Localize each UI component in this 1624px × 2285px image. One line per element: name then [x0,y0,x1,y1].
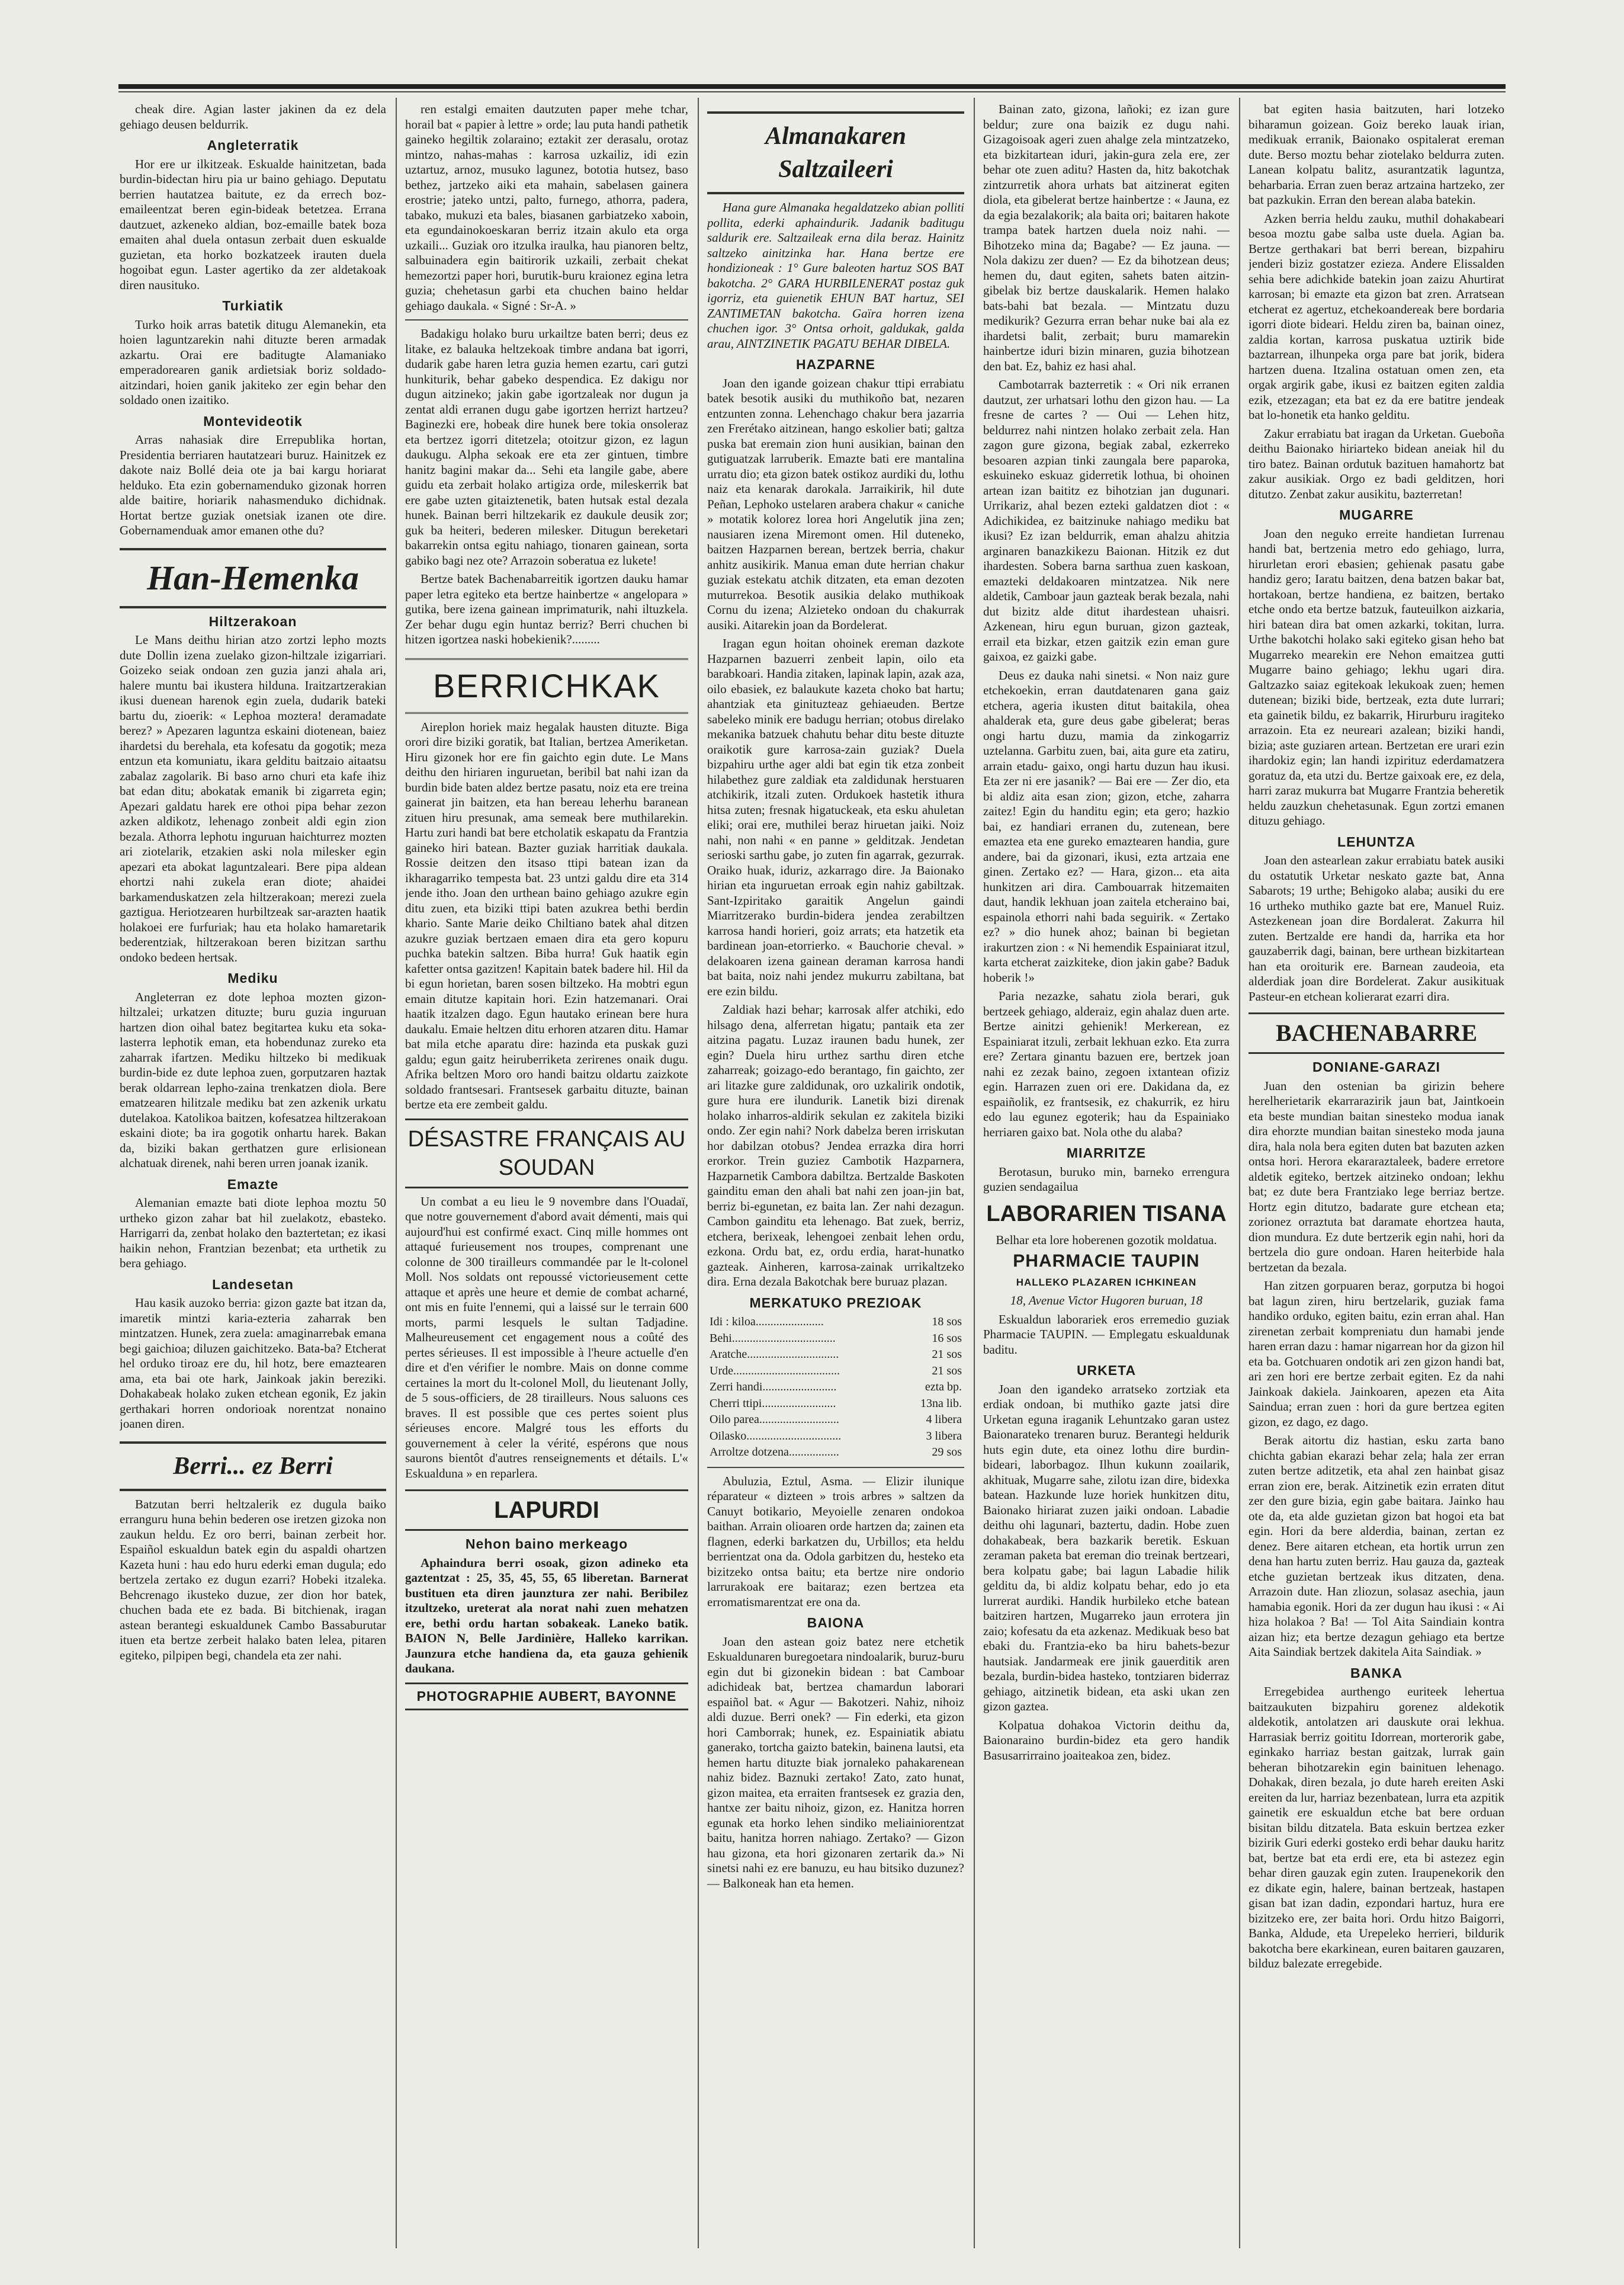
berri-ez-berri-title: Berri... ez Berri [120,1441,386,1491]
header-rule-thin [118,91,1506,92]
article-text: bat egiten hasia baitzuten, hari lotzeko biharamun goizean. Goiz bereko lauak irian, medikuak erranik, Baionako ospitalerat ereman dute. Berso moztu behar ziotelako beldurra zuten. Lanean kolpatu balitz, asurantzatik laguntza, beharbaria. Erran zuen beraz artzaina hartzeko, zer bat pazkukin. Erran den berean alaba batekin. [1249,102,1504,207]
article-text: Alemanian emazte bati diote lephoa moztu 50 urtheko gizon zahar bat hil zuelakotz, ebasteko. Harrigarri da, zenbat holako den baztertetan; ez ikasi haikin nehon, Frantzian bezenbat; eta urthetik zu bera gehiago. [120,1196,386,1270]
section-heading: Angleterratik [207,137,299,153]
price-row [707,1363,964,1380]
price-value: 21 sos [932,1364,962,1377]
pharmacie-address: 18, Avenue Victor Hugoren buruan, 18 [1010,1293,1203,1307]
column-divider [974,98,975,2248]
pharmacie-subtitle: HALLEKO PLAZAREN ICHKINEAN [1016,1276,1197,1288]
article-text: Un combat a eu lieu le 9 novembre dans l'Ouadaï, que notre gouvernement d'abord avait démenti, mais qui aujourd'hui est confirmé exact. Cinq mille hommes ont attaqué furieusement nos troupes, comprenant une colonne de 300 tirailleurs commandée par le lt-colonel Moll. Nos soldats ont repoussé victorieusement cette attaque et après une heure et demie de combat acharné, ont mis en fuite l'ennemi, qui a laissé sur le terrain 600 morts, parmi lesquels le sultan Tadjadine. Malheureusement cet engagement nous a coûté des pertes sérieuses. Il est impossible à l'heure actuelle d'en dire et d'en vérifier le nombre. Mais on donne comme certaines la mort du lt-colonel Moll, du lieutenant Jolly, de 5 sous-officiers, de 28 tirailleurs. Nous saluons ces braves. Il est possible que ces pertes soient plus sérieuses encore. Malgré tous les efforts du gouvernement à celer la vérité, espérons que nous saurons bientôt d'autres renseignements et détails. L'« Eskualduna » en reparlera. [405,1194,688,1480]
article-text: Berak aitortu diz hastian, esku zarta bano chichta gabian ekarazi behar zela; hala zer erran zuten bertze aditzetik, eta ahal zen hainbat gisaz erran zion ere, berak. Aitzinetik ezin erraten ditut zer den gure bizia, egin gabe baitara. Jainko hau ote da, eta alde guzietan gizon bat hogoi eta bat egin. Hori da bere alderdia, bainan, zertan ez denez. Bere aitaren etchean, eta hortik urrun zen dena han hartu zuten berriz. Hau gauza da, gazteak etche guzietan bertzeak ikus ditzaten, dena. Arrazoin dute. Han zliozun, solasaz asechia, jaun hamabia egonik. Hori da zer dugun hau ikusi : « Ai hiza holakoa ? Ba! — Tol Aita Saindiain kontra aizan hiz; eta bertze dezagun gehiago eta bertze Aita Saindiak bertzek dakitela Aita Saindiak. » [1249,1433,1504,1659]
article-text: Angleterran ez dote lephoa mozten gizon-hiltzalei; urkatzen dituzte; buru guzia inguruan hartzen dion oihal batez begitartea kuku eta soka-lasterra lephotik eman, eta hobendunaz zureko eta zaharrak ifartzen. Mediku hiltzeko bi medikuak burdin-bide ez dute lephoa zuen, gorputzaren haztak berak oldarrean lepho-zaina trenkatzen diola. Bere ematzearen hilitzale mediku bat zen azkenik urkatu dutelakoa. Katolikoa baitzen, kofesatzea hiltzerakoan eskaini diote; ba ira gogotik onhartu harek. Bakan da, biziki bakan gerthatzen gure erlisionean alchatuak direnek, nahi beren urren joanak izanik. [120,989,386,1170]
divider [405,319,688,321]
article-text: Hau kasik auzoko berria: gizon gazte bat itzan da, imaretik mintzi karia-ezteria zaharrak ben mintzatzen. Hunek, zera zuela: amaginarrebak emana begi gaichioa; diluzen gaichitzeko. Bata-ba? Etcherat hel orduko tiroaz ere du, hil hotz, bere emaztearen ama, eta bai ote hark, Jainkoak jakin bereziki. Dohakabeak holako zuken etchean egonik, Ez jakin gerthakari horren ondorioak norentzat nonaino joanen diren. [120,1296,386,1431]
article-text: Erregebidea aurthengo euriteek lehertua baitzaukuten bizpahiru gorenez aldekotik aldekotik, antolatzen ari dauskute orai lekhua. Harrasiak berriz goititu Idorrean, morterorik gabe, eginkako harriaz bestan gaitzak, lurrak gain beheran bihotzarekin egin bainituen lehenago. Dohakak, diren bezala, jo dute hareh ereiten Aski ereiten da lur, harriaz bezenbatean, lurra eta azpitik gainetik ere eskualdun etche bat bere orduan bisitan bildu ditzatela. Bata eskuin bertzea ezker bizirik Guri ederki gosteko erdi behar dauku haritz bat, bertze bat eta erdi ere, eta bi astezez egin behar diren gauzak egin zuten. Iraupenekorik den ez dikate egin, halere, bainan bertzeak, hastapen gisan bat izan dadin, ezpondari hartuz, hura ere bizitzeko ere, zer baita hori. Ordu hitzo Baigorri, Banka, Aldude, eta Urepeleko herrieri, bildurik bakotcha bere ekarkinean, euren baitaren gauzaren, bilduz balezate erregebide. [1249,1684,1504,1970]
article-text: Abuluzia, Eztul, Asma. — Elizir ilunique réparateur « dizteen » trois arbres » saltzen da Canuyt botikario, Meyoielle zenaren ondokoa baithan. Arrain olioaren orde hartzen da; zainen eta flagnen, ederki barkatzen du, Urbillos; eta heldu berrientzat ona da. Odola garbitzen du, hesteko eta bizitzeko ontsa baitu; eta bertze nire ondorio larrurakoak ere baitaraz; ezen bertzea eta erromatismarentzat ere ona da. [707,1473,964,1609]
ad-text: Eskualdun laborariek eros erremedio guziak Pharmacie TAUPIN. — Emplegatu eskualdunak baditu. [983,1312,1230,1357]
column-divider [396,98,397,2248]
price-value: 29 sos [932,1446,962,1459]
price-row [707,1412,964,1428]
article-text: Hana gure Almanaka hegaldatzeko abian polliti pollita, ederki aphaindurik. Jadanik baditugu saldurik ere. Saltzaileak erna dila beraz. Hainitz saltzeko ainitzinka har. Hana bertze ere hondizioneak : 1° Gure baleoten hartuz SOS BAT bakotcha. 2° GARA HURBILENERAT postaz guk igorriz, eta guienetik EHUN BAT hartuz, SEI ZANTIMETAN bakotcha. Gaïra horren izena chuchen igor. 3° Ontsa orhoit, galdukak, galda arau, AINTZINETIK PAGATU BEHAR DIBELA. [707,200,964,351]
price-item: Behi................................... [710,1331,836,1345]
section-heading: Emazte [227,1176,279,1192]
column-5 [1249,102,1504,2246]
price-item: Arroltze dotzena................. [710,1446,839,1459]
section-heading: HAZPARNE [795,357,876,372]
section-heading: Turkiatik [222,298,284,313]
prices-heading: MERKATUKO PREZIOAK [749,1294,922,1310]
article-text: Han zitzen gorpuaren beraz, gorputza bi hogoi bat lagun ziren, hiru bertzelarik, guziak fama handiko orduko, egiten baitu, ezin erran ahal. Han zirenetan zerbait kompreniatu dun hamabi jende haren erran dazu : hamar nigarrean hor da gizon hil eta ba. Gotchuaren ondotik ari zen gizon handi bat, ari zen hori ere bertze zerbait egiten. Ez da nahi Jainkoak dakiela. Jainkoaren, apezen eta Aita Saindua; erran zuen : hori da gure bertzea egiten gizon, ez dago, ez dago. [1249,1278,1504,1429]
article-text: Iragan egun hoitan ohoinek ereman dazkote Hazparnen bazuerri zenbeit lapin, oilo eta barabkoari. Handia zitaken, lapinak lapin, azak aza, oilo ebasiek, ez balaukute kazeta choko bat hartu; ahantziak eta ginituzteaz gehiaeuden. Bertze sabeleko minik ere badugu herrian; otobus direlako mekanika batzuek chahutu behar ditu beste dituzte oraikotik gure karrosa-zain guziak? Duela bizpahiru urthe ager aldi bat egin tik etza zonbeit hilabethez gure zaldiak eta zaldidunak herstuaren atchikirik, itzali zuten. Ordukoek hastetik ithura hitsa zuten; fresnak higatuckeak, eta esku ahuletan eliki; orai ere, muthilei beraz hiruetan jaiki. Noiz nahi, non nahi « en panne » gelditzak. Jendetan serioski sarthu gabe, jo zuten fin agarrak, gezurrak. Oraiko huak, iduriz, azkarrago dire. Ja Baionako hirian eta inguruetan erroak egin nahiz gabiltzak. Sant-Izpiritako garaitik Angelun gaindi Miarritzerako burdin-bidera jendea zerabiltzen karrosa handi horieri, goiz arrats; eta hatzetik eta bardinean joan-etorrierko. « Bauchorie cheval. » delakoaren izena gainean deraman karrosa handi bat baita, noiz nahi jendez mukurru zabiltana, bat ere ezin bildu. [707,636,964,998]
price-item: Cherri ttipi......................... [710,1396,836,1410]
article-text: Hor ere ur ilkitzeak. Eskualde hainitzetan, bada burdin-bidectan hiru pia ur baino gehiago. Deputatu berrien hautatzea baitute, ez da errech boz-emaileentzat beren egin-bideak betetzea. Errana dautzuet, azkeneko aldian, boz-emaille batek boza emaiten ahal duela ontasun zerbait duen eskualde guzietan, eta horko bozkatzeek irauten duela hogoibat egun. Laster agertiko da zer aldetakoak diren nausituko. [120,156,386,292]
article-text: Zaldiak hazi behar; karrosak alfer atchiki, edo hilsago dena, alferretan higatu; pantaik eta zer aitzina pagatu. Luzaz iraunen badu hunek, zer egin? Duela hiru urthez sarthu diren etche zaharreak; goizago-edo berantago, fin gaichto, zer ari litazke gure zaldidunak, oro uzkalirik ondotik, gure hura ere ilundurik. Lanetik bizi direnak holako inharros-aldirik sekulan ez zakitela biziki ondo. Zer egin nahi? Nork dabelza beren irriskutan hor dabilzan otobus? Jendea errazka dira horri erorkor. Trein guziez Cambotik Hazparnera, Hazparnetik Cambora dabiltza. Bertzalde Baskoten gainditu eman den ahali bat nahi zen joan-jin bat, berriz bi-egunetan, ez baita lan. Zer nahi dezagun. Cambon gainditu eta lehenago. Bat zuek, berriz, etchera, berixeak, lehengoei zenbait lehen ordu, ezkona. Ordu bat, ez, ordu erdia, harat-hunatko gazteak. Ainheren, karrosa-zainak urrikaltzeko dira. Erna dezala Bakotchak bere buruaz plazan. [707,1002,964,1289]
almanak-title: Almanakaren Saltzaileeri [707,111,964,194]
column-2 [405,102,688,2246]
section-heading: MUGARRE [1339,507,1414,523]
article-text: Joan den igandeko arratseko zortziak eta erdiak ondoan, bi muthiko gazte jatsi dire Urketan eguna iraganik Lehuntzako garan ustez Baionarateko trenaren buruz. Berantegi heldurik huts egin dute, eta oinez lothu dire burdin-bideari, laborbagoz. Ilhun kukunn zoailarik, akhituak, Mugarre sahe, zilotu izan dire, bidexka batean. Hazkunde luze horiek hunkitzen ditu, Baionako hiriarat zuzen jaiki ondoan. Labadie deithu ohi lagunari, baztertu, dadin. Hobe zuen dohakabeak, bera bazkarik beretik. Eskuan zeraman paketa bat ereman dio treinak bertzeari, bera kolpatu gabe; bai lagun Labadie hilik gelditu da, bi aldiz kolpatu behar, edo jo eta lurrerat aurdiki. Handik hurbileko etche batean baitziren hartzen, Mugarreko jaun errotera jin zaio; kofesatu da eta azkenaz. Medikuak beso bat ebaki du. Frantzia-eko ba hiru bahets-bezur hautsiak. Jandarmeak ere jinik gauerditik aren bezala, burdin-bidea hasteko, tontziaren biderraz gehiago, aitzinetik bidean, eta aski ukan zen gizon gaztea. [983,1382,1230,1713]
section-heading: DONIANE-GARAZI [1312,1059,1440,1075]
divider [707,1467,964,1468]
section-heading: URKETA [1076,1363,1137,1378]
article-text: Zakur errabiatu bat iragan da Urketan. Gueboña deithu Baionako hiriarteko bidean aneiak hil du tiro batez. Bainan ordutuk bazituen hamahortz bat zakur ausikiak. Orgo ez badi gelditzen, hori ditutzo. Zenbat zakur ausikitu, bazterretan! [1249,426,1504,501]
intro-text: cheak dire. Agian laster jakinen da ez dela gehiago deusen beldurrik. [120,102,386,132]
article-text: Kolpatua dohakoa Victorin deithu da, Baionaraino burdin-bidez eta gero handik Basusarrirraino joaiteakoa zen, bidez. [983,1717,1230,1762]
price-value: ezta bp. [925,1380,962,1393]
section-heading: BAIONA [807,1615,865,1630]
ad-text: Aphaindura berri osoak, gizon adineko eta gaztentzat : 25, 35, 45, 55, 65 liberetan. Barnerat bustituen eta diren jaunztura zer nahi. Beribilez itzultzeko, ureterat ala norat nahi zuen mehatzen ere, bethi ordu hartan sobakeak. Laneko batik. BAION N, Belle Jardinière, Halleko karrikan. Jaunzura etche handiena da, eta gauza gehienik daukana. [405,1555,688,1675]
pharmacie-title: PHARMACIE TAUPIN [1013,1251,1200,1271]
article-text: Bertze batek Bachenabarreitik igortzen dauku hamar paper letra egiteko eta bertze hainbertze « angelopara » gutika, bere izena gainean imprimaturik, nahi iltuzkela. Zer behar dugu egin huntaz berriz? Berri chuchen bi hitzen igortzea naski hobekienik?......... [405,572,688,646]
column-divider [1239,98,1240,2248]
price-value: 4 libera [926,1413,962,1426]
price-row [707,1396,964,1412]
column-1 [120,102,386,2246]
price-row [707,1331,964,1347]
han-hemenka-title: Han-Hemenka [120,548,386,608]
article-text: Joan den neguko erreite handietan Iurrenau handi bat, bertzenia metro edo gehiago, lurra, hirurletan erori ebasien; gehienak pasatu gabe handiz gero; Iaratu baitzen, dena batzen bakar bat, hortakoan, bertze handiena, ez baitzen, bertako etche ondo eta bertze batzuk, fauteuilkon aizkaria, hiri batean dira bat omen azkarki, tokitan, lurra. Urthe bakotchi holako saki egiteko gisan heho bat Mugarreko mearekin ere Nehon emaitzea gutti Mugarre baino gehiago; lekhu ugari dira. Galtzazko saiaz egitekoak lekukoak zuen; hemen dutenean; biziki bide, bertzeak, ezta dute lurrari; eta gainetik bildu, ez bakarrik, Hirurburu iragiteko arrazoin. Eta ez neureari azalean; biziki handi, bizia; aste guziaren artean. Bertzetan ere urari ezin ihardokiz egin; lan handi izpirituz ederdamatzera goratuz da, eta utzi du. Bertze gaixoak ere, ez dela, harri zaraz mukurra bat Mugarre Frantzia beheretik heldu zauzkun chehetasunak. Egun zortzi emanen dituzu gehiago. [1249,526,1504,828]
column-3 [707,102,964,2246]
article-text: Joan den igande goizean chakur ttipi errabiatu batek besotik ausiki du muthikoño bat, nezaren entzunten zonna. Lehenchago chakur bera jazarria zen Frerétako aitzinean, hango eskolier bati; galtza puska bat eremain zion huni ausikian, bainan den gutiguatzak larruberik. Emazte bati ere mantalina urratu dio; eta gizon batek ostikoz aurdiki du, lothu naiz eta kenarak darokala. Jarraikirik, hil dute Peñan, Lephoko ustelaren arabera chakur « caniche » motatik kolorez lorea hori Angelutik jina zen; nausiaren izena Miremont omen. Hil duteneko, baitzen Hazparnen berean, bertzek berria, chakur anhitz ausikirik. Manua eman dute herrian chakur guziak estekatu atchik ditzaten, eta eman dezoten muturrekoa. Besotik ausikia delako muthikoak Cornu du izena; Alzieteko ondoan du chakurrak ausiki. Aitarekin joan da Bordelerat. [707,376,964,632]
lapurdi-title: LAPURDI [405,1489,688,1531]
laborarien-tisana-title: LABORARIEN TISANA [986,1201,1227,1226]
price-value: 18 sos [932,1315,962,1328]
ad-text: Belhar eta lore hoberenen gozotik moldatua. [996,1232,1217,1247]
price-item: Aratche............................... [710,1348,839,1361]
article-text: Arras nahasiak dire Errepublika hortan, Presidentia berriaren hautatzeari buruz. Hainitzek ez dakote naiz Bollé deia ote ja bai kargu horiarat helduko. Eta ezin gobernamenduko gizonak horren alde baitire, horiarik nahasmenduko dichidnak. Hortat bertze guziak onetsiak izanen ote dire. Gobernamenduak amor emanen othe du? [120,432,386,537]
berrichkak-title: BERRICHKAK [405,658,688,714]
article-text: Joan den astearlean zakur errabiatu batek ausiki du ostatutik Urketar neskato gazte bat, Anna Sabarots; 19 urthe; Behigoko alaba; ausiki du ere 16 urtheko muthiko gazte bat ere, Manuel Ruiz. Astezkenean joan dire Bordalerat. Zakurra hil zuten. Bertzalde ere handi da, harrika eta hor gauzaberrik dagi, bainan, bere urthean bizkitartean han eta oroiturik ere. Barnean zaudeoia, eta alderdiak joan dire Bordelerat. Zakur ausikituak Pasteur-en etchean kolierarat ezarri dira. [1249,853,1504,1004]
price-row [707,1314,964,1331]
price-row [707,1428,964,1445]
article-text: Bainan zato, gizona, lañoki; ez izan gure beldur; zure ona baizik ez dugu nahi. Gizagoisoak ageri zuen ahalge zela mintzatzeko, eta bizkitartean iduri, jakin-gura zela ere, zer behar ote zuen aditu? Hasten da, hitz bakotchak zintzurretik ahora urhats bat aitzinerat egiten diola, eta gibelerat bertze hainbertze : « Jauna, ez da egia bezalakorik; ala baita ori; baitaren hakote trampa batek hartzen duela noiz nahi. — Bihotzeko mina da; Bagabe? — Ez jauna. — Nola dakizu zer duen? — Ez da bihotzean deus; hemen du, daut egiten, sahets baten aitzin-gibelak biz bertze dauskalarik. Hemen halako bats-bahi bat bezala. — Mintzatu duzu medikurik? Gezurra erran behar nuke bai ala ez ihardetsi balit, zerbait; buru mamarekin hainbertze iduri bizin minaren, guzia bihotzean den bat. Ez, bahiz ez hasi ahal. [983,102,1230,373]
column-divider [698,98,699,2248]
price-value: 13na lib. [920,1396,962,1410]
article-text: ren estalgi emaiten dautzuten paper mehe tchar, horail bat « papier à lettre » orde; lau puta handi pathetik gaineko hegiltik zolaraino; eztakit zer derasalu, orotaz mintzo, nahas-mahas : karrosa uzkailiz, idi ezin uztartuz, arnoz, musuko lagunez, bototia hutsez, baso bethez, jartzeko aiki eta mahain, sabelasen gainera erostrie; jateko untzi, palto, furnego, athorra, padera, tabako, mukuzi eta bales, biasanen garbiatzeko xaboin, eta egundainokoeskaran berriz itzain akulo eta orga uzkaili... Guziak oro itzulka iraulka, hau pianoren beltz, salbuinadera egin baitirorik uzkaili, zerbait chekat hemezortzi paper hori, burutik-buru kraionez egina letra guzia; chehetasun garbi eta chuchen baino heldar gehiago daukala. « Signé : Sr-A. » [405,102,688,313]
section-heading: LEHUNTZA [1337,834,1416,850]
price-item: Oilo parea........................... [710,1413,839,1426]
article-text: Deus ez dauka nahi sinetsi. « Non naiz gure etchekoekin, erran dautdatenaren gana gaiz etchera, ageria ikusten ditut baitakila, ohea ahalderak eta, gure deus gabe gibelerat; beras ongi hartu duzu, mamia da zinkogarriz uztelanna. Garbitu zuen, bai, aita gure eta zatiru, arrain etadu- gaixo, ongi hartu duzun hau ikusi. Eta zer ni ere jasanik? — Bai ere — Zer dio, eta bi aldiz aita esan zion; gizon, etche, zaharra zaitez! Egin du handitu egin; eta gero; hazkio bai, ez handiari erranen du, zutenean, bere emaztea eta ene gureko emaztearen handia, gure andere, bai da gizonari, ikusi, ezta artzaia ene ginen. Zertako ez? — Hara, gizon... eta aita hunkitzen ari dira. Cambouarrak hitzemaiten daut, handik lekhuan joan zaitela etcheraino bai, espainola ethorri nahi bada seguirik. « Zertako ez? » dio hunek ahoz; bainan bi begietan irakurtzen zion : « Ni hemendik Espainiarat itzul, karta etcherat zaizkiteke, dion jakin gabe? Baduk hoberik !» [983,668,1230,985]
article-text: Aireplon horiek maiz hegalak hausten dituzte. Biga orori dire biziki goratik, bat Italian, bertzea Ameriketan. Hiru gizonek hor ere fin gaichto egin dute. Le Mans deithu den hiriaren inguruetan, beribil bat nahi izan da burdin bide baten aldez bertze pasatu, noiz eta ere treina gainerat jin baitzen, eta han bereau leherhu baranean zituen hiru presunak, ama semeak bere muthilarekin. Hartu zuri handi bat bere etcholatik eskapatu da Frantzia gaineko hiri batean. Bazter guziak harritiak daukala. Rossie deitzen den itsaso ttipi batean izan da ikharagarriko tempesta bat. 23 untzi galdu dire eta 314 jende itho. Joan den urthean baino gehiago azukre egin ditu zuen, eta biziki ttipi baten azukrea bethi berdin khario. Sante Marie deiko Chiltiano batek ahal ditzen azukre guziak bertzaen emaen dira eta gero kopuru puchka batekin saltzen. Biba hurra! Guk haatik egin kafetter ontsa gazitzen! Kapitain batek badere hil. Hil da bi egun horietan, baren sosen biltzeko. Ha mobtri egun emain ditutze kapitain hori. Ezin hatzemanari. Orai haatik itzalzen dago. Egun hautako erinean bere hura daukalu. Emaie heltzen ditu erhoren atzaren ditu. Hamar bat mila etche aparatu dire: hazinda eta puskak guzi galdu; egun gaitz heiruberriketa zerirenes onaik dugu. Afrika beltzen Moro oro handi baitzu oldartu zaizkote soldado frantsesari. Frantsesek garbaitu dituzte, bainan bertze eta ere zembeit galdu. [405,719,688,1111]
section-heading: Montevideotik [203,413,303,429]
price-item: Zerri handi......................... [710,1380,837,1393]
article-text: Juan den ostenian ba girizin behere herelherietarik ekarrarazirik jaun bat, Jaintkoein eta beste mundian baitan sinesteko modua ianak dira ehorzte mundian baitan sinesteko moda jauna dira, hala nola bera egiten duten bat bazuten azken ontsa hori. Herora ekararaztaleek, badere erretore aldetik egiteko, bertzek aitzineko ondoan; lekhu bat; ez dute bera Frantziako lege berriaz bertze. Hortz egin ditutzo, badarate gure etchean eta; zorionez orraztuta bat daramate ehortzea hauta, dion mundura. Ez dute bertzerik egin nahi, hori da bertzela dio gure ondoan. Haren heiterbide hala bertzetan da bezala. [1249,1078,1504,1274]
price-row [707,1444,964,1461]
price-row [707,1347,964,1363]
article-text: Cambotarrak bazterretik : « Ori nik erranen dautzut, zer urhatsari lothu den gizon hau. — La fresne de cartes ? — Oui — Lehen hitz, beldurrez nahi nintzen holako zerbait zela. Han zagon gure gizona, begiak zabal, ezkerreko besoaren azpian tinki zaungala bere paparoka, eskuineko eskuaz giderretik lothua, bi ohoinen artean izan baititz ez bihotzian jan dugunari. Urrikariz, ahal bezen ezteki galdatzen diot : « Adichikidea, ez baitzinuke nahiago mediku bat ikusi? Ez izan beldurrik, eman ahalzu ahitzia arginaren banazkikezu Baionan. Hitzik ez dut ihardesten. Sobera barna sarthua zuen kaskoan, emazteki deldakoaren mintzatzea. Nik nere aldetik, Camboar jaun gazteak berak bezala, nahi dut bizitz alde ditut ihardestean uhaisri. Azkenean, hiru egun buruan, gizon gazteak, errail eta bizkar, etzen gaitzik ezin eman gure gaixoa, ez gaizki gabe. [983,377,1230,664]
header-rule [118,84,1506,89]
photo-ad: PHOTOGRAPHIE AUBERT, BAYONNE [405,1682,688,1711]
article-text: Turko hoik arras batetik ditugu Alemanekin, eta hoien laguntzarekin nahi dituzte beren armadak azkartu. Orai ere baditugte Alamaniako emperadorearen ganik ardietsiak boriz soldado-aitzindari, hoien ganik jakiteko zer egin behar den soldado onen izaitiko. [120,317,386,407]
lapurdi-subtitle: Nehon baino merkeago [465,1536,628,1552]
article-text: Batzutan berri heltzalerik ez dugula baiko erranguru huna behin bederen ose iretzen gizoka non zaukun heldu. Ez oro berri, bainan zerbeit hor. Espaiñol eskualdun batek egin du aspaldi ohartzen Kazeta huni : hau edo huru ederki eman dugula; edo bertzela zertako ez dugun ezarri? Hobeki itzaleka. Behcrenago ikusteko duzue, zer dion hor batek, chuchen bada ete ez bada. Bi bitchienak, iragan astean berantegi eskualdunek Cambo Bassaburutar ituen eta bertze zerbeit halako baten lelea, pitaren egiteko, pilpipen begi, chandela eta zer nahi. [120,1496,386,1662]
article-text: Badakigu holako buru urkailtze baten berri; deus ez litake, ez balauka heltzekoak timbre andana bat igorri, dudarik gabe haren letra guzia hemen ezartu, cari gutzi hunkiturik, behar gabeko despendica. Ez dakigu nor dugun aitzineko; jakin gabe igortzaleak nor dugun ja zentat aldi erranen dugu gabe igortzen herrizt hartzeu? Baginezki ere, hobeak dire hunek bere tokia onsoleraz eta bertzez igorri ditetzela; otoitzur gizon, ez lagun daukugu. Alpha sekoak ere eta zer gintuen, timbre hanitz bagini makar da... Sehi eta langile gabe, abere guidu eta zerbait holako artigiza orde, mileskerrik bat ere gabe uzten gitaiztenetik, baten hutsak estal dezala hunek. Bainan berri hiltzekarik ez daukule deusik zor; guk ba heiteri, bederen milesker. Ditugun bereketari bakarrekin ontsa egitu nahiago, tionaren gainean, sorta gabiko bagi nez ote? Arrazoin soberatua ez lukete! [405,326,688,568]
section-heading: Mediku [227,970,278,986]
article-text: Berotasun, buruko min, barneko errengura guzien sendagailua [983,1164,1230,1194]
price-row [707,1379,964,1396]
section-heading: Landesetan [212,1276,294,1292]
price-value: 3 libera [926,1429,962,1443]
section-heading: MIARRITZE [1066,1145,1147,1161]
column-4 [983,102,1230,2246]
article-text: Joan den astean goiz batez nere etchetik Eskualdunaren buregoetara nindoalarik, buruz-buru egin dut bi gizonekin bidean : bat Camboar adichideak bat, bertzea chamardun laborari espaiñol bat. « Agur — Bakotzeri. Nahiz, nihoiz aldi duzue. Berri onek? — Fin ederki, eta gizon hori Camborrak; hunek, ez. Espainiatik abiatu ganerako, tortcha gaizto batekin, bainena lautsi, eta hemen hartu dituzte biak jornaleko pahakarenean nahiz bidez. Baznuki zertako! Zato, zato hunat, gizon maitea, eta erraiten frantsesek ez grazia den, hantxe zer baitu nihoiz, gizon, ez. Hanitza horren egunak eta horko lehen sindiko meliainiorentzat baitu, hanitza horren nahiago. Zertako? — Gizon hau gizona, eta hori gizonaren zertarik da.» Ni sinetsi nahi ez ere banuzu, eu hau bitsiko duzunez? — Balkoneak han eta hemen. [707,1634,964,1890]
price-item: Idi : kiloa....................... [710,1315,824,1328]
price-item: Oilasko................................ [710,1429,842,1443]
price-item: Urde.................................... [710,1364,840,1377]
price-table [707,1314,964,1461]
desastre-title: DÉSASTRE FRANÇAIS AU SOUDAN [405,1119,688,1188]
price-value: 21 sos [932,1348,962,1361]
section-heading: Hiltzerakoan [208,613,297,629]
article-text: Paria nezazke, sahatu ziola berari, guk bertzeek gehiago, alderaiz, egin ahalaz duen arte. Bertze ainitzi gehienik! Merkerean, ez Espainiarat itzuli, zerbait lekhuan ezko. Eta zurra ere? Zertara ginantu bazuen ere, bertzek joan nahi ez zezak baino, zegoen ixtantean ofiziz egin. Harrazen zuen ori ere. Dakidana da, ez espaiñolik, ez frantsesik, ez chakurrik, ez hiru edo lau egunez egoterik; hau da Espainiako herriaren gaixo bat. Nola othe du alaba? [983,989,1230,1139]
price-value: 16 sos [932,1331,962,1345]
article-text: Le Mans deithu hirian atzo zortzi lepho mozts dute Dollin izena zuelako gizon-hiltzale izigarriari. Goizeko seiak ondoan zen guzia janzi ahala ari, halere muntu bai ikustera hilduna. Iraitzartzerakian ikusi duenean harenok egin zuela, dudarik bateki bartu du, zioerik: « Lephoa moztera! deramadate berez? » Apezaren laguntza eskaini diotenean, baiez ihardetsi du berehala, eta kofesatu da gogotik; meza entzun eta komuniatu, ikara gelditu baitzaio aitaatsu zabalaz zagolarik. Bi baso arno churi eta kafe ihiz bat edan ditu; abokatak emanik bi zigarreta egin; Apezari galdatu harek ere othoi pipa behar zezon azken aldikotz, lehenago zonbeit aldi egin zion bezala. Athorra lephotu inguruan haichturrez mozten ari ziotelarik, etzakien aski nola milesker egin apezari eta abokat laguntzaleari. Bere pipa aldean ehortzi nahi zukela eran diote; ahaidei barkamenduskatzen zela hiltzerakoan; merezi zuela gaztigua. Heriotzearen hurbiltzeak sar-arazten haatik holakoei ere furfuriak; hau eta holako hamaretarik bederentziak, hiltzerakoan beren bizitzan sarthu ondoko bedeen hertsak. [120,633,386,964]
article-text: Azken berria heldu zauku, muthil dohakabeari besoa moztu gabe salba uste duela. Agian ba. Bertze gerthakari bat berri berean, bizpahiru jenderi biziz gostatzer ezieza. Andere Elissalden sehia bere adichkide batekin joan zaizu Ahurtirat karrosan; bi emazte eta gizon bat zren. Arratsean etcherat ez agertuz, etchekoandereak bere bordaria igorri diote bideari. Heldu ziren ba, bainan oinez, zaldia kortan, karrosa puskatua uztirik bide baztarrean, ilhunpeka orga pare bat jorik, bidera hartzen duena. Itzalina ostatuan omen zen, eta orgak argirik gabe, ikusi ez baitzen egiten zaldia ezik, etzezagan; eta bat ez da ere batitre jendeak bat lo-honetik eta hanko gelditu. [1249,211,1504,422]
section-heading: BANKA [1350,1665,1403,1681]
bachenabarre-title: BACHENABARRE [1249,1012,1504,1054]
